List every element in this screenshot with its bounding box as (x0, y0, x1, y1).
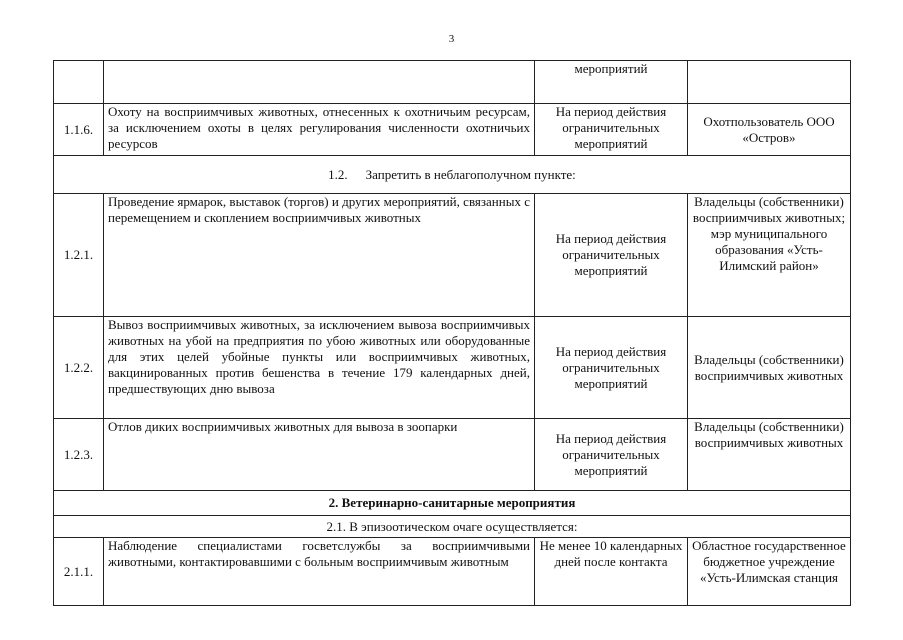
row-responsible-cell: Владельцы (собственники) восприимчивых животных; мэр муниципального образования «Усть-Илимский район» (688, 194, 851, 317)
section-header-cell (54, 156, 851, 194)
section-title: Запретить в неблагополучном пункте: (365, 166, 576, 182)
row-description-cell: Наблюдение специалистами госветслужбы за восприимчивыми животными, контактировавшими с больным восприимчивым животным (104, 538, 535, 606)
table-row (54, 104, 851, 156)
row-number-cell: 1.2.1. (54, 194, 104, 317)
row-description-cell: Вывоз восприимчивых животных, за исключением вывоза восприимчивых животных на убой на предприятия по убою животных или оборудованные для этих целей убойные пункты или восприимчивых животных, вакцинированных против бешенства в течение 179 календарных дней, предшествующих дню вывоза (104, 317, 535, 419)
row-description-cell: Отлов диких восприимчивых животных для вывоза в зоопарки (104, 419, 535, 491)
row-period-cell: Не менее 10 календарных дней после контакта (535, 538, 688, 606)
row-description-cell: Охоту на восприимчивых животных, отнесенных к охотничьим ресурсам, за исключением охоты в целях регулирования численности охотничьих ресурсов (104, 104, 535, 156)
table-row (54, 419, 851, 491)
row-description-cell (104, 61, 535, 104)
section-row (54, 156, 851, 194)
section-number: 1.2. (328, 166, 348, 182)
row-responsible-cell: Владельцы (собственники) восприимчивых животных (688, 419, 851, 491)
table-row (54, 194, 851, 317)
row-period-cell: На период действия ограничительных мероприятий (535, 104, 688, 156)
row-responsible-cell (688, 61, 851, 104)
table-row (54, 61, 851, 104)
section-row (54, 491, 851, 516)
row-responsible-cell: Областное государственное бюджетное учреждение «Усть-Илимская станция (688, 538, 851, 606)
row-number-cell: 2.1.1. (54, 538, 104, 606)
row-responsible-cell: Охотпользователь ООО «Остров» (688, 104, 851, 156)
table-row (54, 317, 851, 419)
row-period-cell: На период действия ограничительных мероприятий (535, 419, 688, 491)
section-row (54, 516, 851, 538)
measures-table (53, 60, 851, 606)
subsection-header-cell: 2.1. В эпизоотическом очаге осуществляется: (54, 516, 851, 538)
page-number: 3 (448, 33, 455, 45)
table-row (54, 538, 851, 606)
row-period-cell: На период действия ограничительных мероприятий (535, 194, 688, 317)
row-number-cell: 1.1.6. (54, 104, 104, 156)
row-period-cell (535, 61, 688, 104)
row-number-cell: 1.2.2. (54, 317, 104, 419)
row-responsible-cell: Владельцы (собственники) восприимчивых животных (688, 317, 851, 419)
row-number-cell (54, 61, 104, 104)
row-number-cell: 1.2.3. (54, 419, 104, 491)
section-header-cell: 2. Ветеринарно-санитарные мероприятия (54, 491, 851, 516)
row-period-cell: На период действия ограничительных мероприятий (535, 317, 688, 419)
row-period-text: мероприятий (574, 61, 648, 76)
row-description-cell: Проведение ярмарок, выставок (торгов) и других мероприятий, связанных с перемещением и скоплением восприимчивых животных (104, 194, 535, 317)
